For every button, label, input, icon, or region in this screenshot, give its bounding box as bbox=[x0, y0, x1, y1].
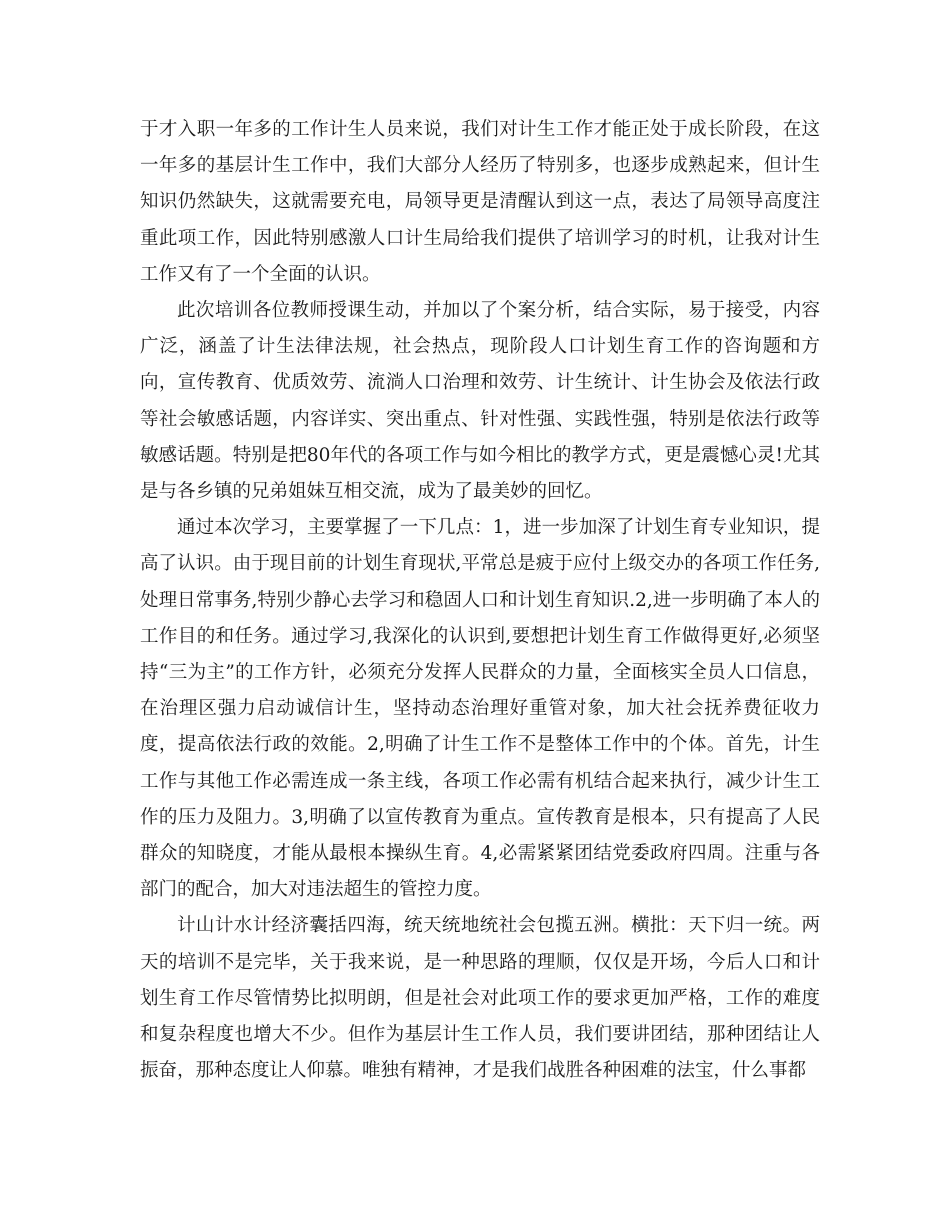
paragraph-3: 通过本次学习，主要掌握了一下几点：1，进一步加深了计划生育专业知识，提高了认识。由于现目前的计划生育现状,平常总是疲于应付上级交办的各项工作任务,处理日常事务,特别少静心去学习和稳固人口和计划生育知识.2,进一步明确了本人的工作目的和任务。通过学习,我深化的认识到,要想把计划生育工作做得更好,必须坚持“三为主”的工作方针，必须充分发挥人民群众的力量，全面核实全员人口信息，在治理区强力启动诚信计生，坚持动态治理好重管对象，加大社会抚养费征收力度，提高依法行政的效能。2,明确了计生工作不是整体工作中的个体。首先，计生工作与其他工作必需连成一条主线，各项工作必需有机结合起来执行，减少计生工作的压力及阻力。3,明确了以宣传教育为重点。宣传教育是根本，只有提高了人民群众的知晓度，才能从最根本操纵生育。4,必需紧紧团结党委政府四周。注重与各部门的配合，加大对违法超生的管控力度。 bbox=[140, 517, 820, 901]
paragraph-4: 计山计水计经济囊括四海，统天统地统社会包揽五洲。横批：天下归一统。两天的培训不是完毕，关于我来说，是一种思路的理顺，仅仅是开场，今后人口和计划生育工作尽管情势比拟明朗，但是社会对此项工作的要求更加严格，工作的难度和复杂程度也增大不少。但作为基层计生工作人员，我们要讲团结，那种团结让人振奋，那种态度让人仰慕。唯独有精神，才是我们战胜各种困难的法宝，什么事都 bbox=[140, 915, 820, 1082]
paragraph-1: 于才入职一年多的工作计生人员来说，我们对计生工作才能正处于成长阶段，在这一年多的基层计生工作中，我们大部分人经历了特别多，也逐步成熟起来，但计生知识仍然缺失，这就需要充电，局领导更是清醒认到这一点，表达了局领导高度注重此项工作，因此特别感激人口计生局给我们提供了培训学习的时机，让我对计生工作又有了一个全面的认识。 bbox=[140, 119, 820, 285]
paragraph-2: 此次培训各位教师授课生动，并加以了个案分析，结合实际，易于接受，内容广泛，涵盖了计生法律法规，社会热点，现阶段人口计划生育工作的咨询题和方向，宣传教育、优质效劳、流淌人口治理和效劳、计生统计、计生协会及依法行政等社会敏感话题，内容详实、突出重点、针对性强、实践性强，特别是依法行政等敏感话题。特别是把80年代的各项工作与如今相比的教学方式，更是震憾心灵!尤其是与各乡镇的兄弟姐妹互相交流，成为了最美妙的回忆。 bbox=[140, 300, 820, 503]
document-body bbox=[140, 112, 820, 1089]
